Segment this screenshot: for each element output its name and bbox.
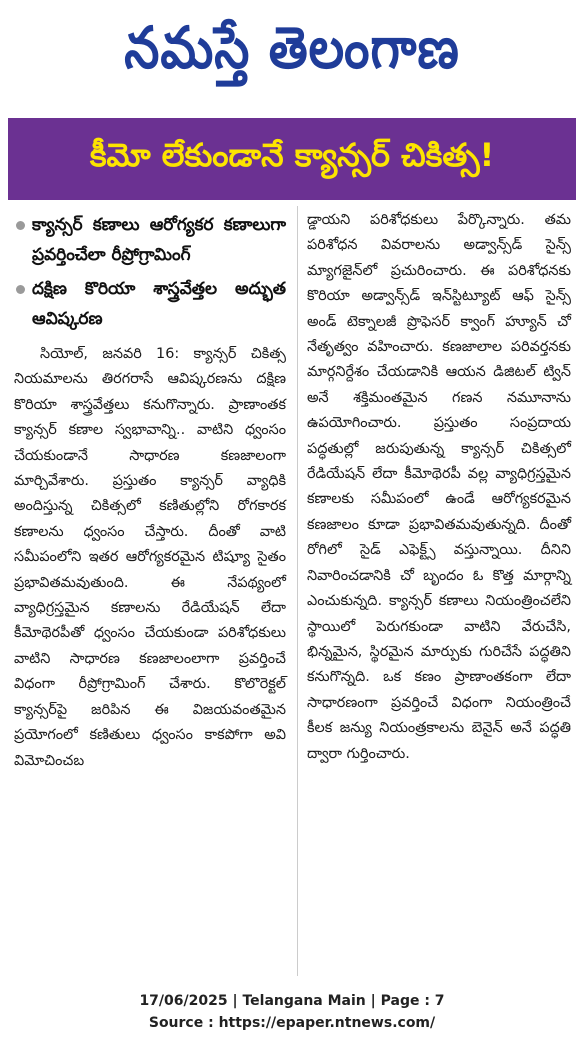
headline-banner <box>8 118 576 200</box>
highlight-text: దక్షిణ కొరియా శాస్త్రవేత్తల అద్భుత ఆవిష్కరణ <box>32 279 286 329</box>
highlight-text: క్యాన్సర్ కణాలు ఆరోగ్యకర కణాలుగా ప్రవర్తించేలా రీప్రోగ్రామింగ్ <box>32 215 286 265</box>
footer-source-link: Source : https://epaper.ntnews.com/ <box>148 1015 436 1031</box>
article-paragraph-left: సియోల్, జనవరి 16: క్యాన్సర్ చికిత్స నియమాలను తిరగరాసే ఆవిష్కరణను దక్షిణ కొరియా శాస్త్రవేత్తలు కనుగొన్నారు. ప్రాణాంతక క్యాన్సర్ కణాల స్వభావాన్ని.. వాటిని ధ్వంసం చేయకుండానే సాధారణ కణజాలంగా మార్చివేశారు. ప్రస్తుతం క్యాన్సర్ వ్యాధికి అందిస్తున్న చికిత్సలో కణితుల్లోని రోగకారక కణాలను ధ్వంసం చేస్తారు. దీంతో వాటి సమీపంలోని ఇతర ఆరోగ్యకరమైన టిష్యూ సైతం ప్రభావితమవుతుంది. ఈ నేపథ్యంలో వ్యాధిగ్రస్తమైన కణాలను రేడియేషన్ లేదా కీమోథెరపీతో ధ్వంసం చేయకుండా పరిశోధకులు వాటిని సాధారణ కణజాలంలాగా ప్రవర్తించే విధంగా రీప్రోగ్రామింగ్ చేశారు. కొలొరెక్టల్ క్యాన్సర్‌పై జరిపిన ఈ విజయవంతమైన ప్రయోగంలో కణితులు ధ్వంసం కాకపోగా అవి విమోచించబ <box>14 346 286 769</box>
bullet-icon <box>16 285 25 294</box>
page-footer <box>0 990 584 1034</box>
headline-title: కీమో లేకుండానే క్యాన్సర్ చికిత్స! <box>89 136 495 174</box>
masthead <box>0 0 584 110</box>
newspaper-logo-title: నమస్తే తెలంగాణ <box>124 14 460 81</box>
highlight-item <box>14 274 286 334</box>
bullet-icon <box>16 221 25 230</box>
column-divider <box>297 206 298 976</box>
footer-date-edition: 17/06/2025 | Telangana Main | Page : 7 <box>139 993 445 1009</box>
article-column-left <box>14 210 286 774</box>
article-paragraph-right: డ్డాయని పరిశోధకులు పేర్కొన్నారు. తమ పరిశోధన వివరాలను అడ్వాన్స్‌డ్ సైన్స్ మ్యాగజైన్‌లో ప్రచురించారు. ఈ పరిశోధనకు కొరియా అడ్వాన్స్‌డ్ ఇన్‌స్టిట్యూట్ ఆఫ్ సైన్స్ అండ్ టెక్నాలజీ ప్రొఫెసర్ క్వాంగ్ హ్యూన్ చో నేతృత్వం వహించారు. కణజాలాల పరివర్తనకు మార్గనిర్దేశం చేయడానికి ఆయన డిజిటల్ ట్విన్ అనే శక్తిమంతమైన గణన నమూనాను ఉపయోగించారు. ప్రస్తుతం సంప్రదాయ పద్ధతుల్లో జరుపుతున్న క్యాన్సర్ చికిత్సలో రేడియేషన్ లేదా కీమోథెరపీ వల్ల వ్యాధిగ్రస్తమైన కణాలకు సమీపంలో ఉండే ఆరోగ్యకరమైన కణజాలం కూడా ప్రభావితమవుతున్నది. దీంతో రోగిలో సైడ్ ఎఫెక్ట్స్ వస్తున్నాయి. దీనిని నివారించడానికి చో బృందం ఓ కొత్త మార్గాన్ని ఎంచుకున్నది. క్యాన్సర్ కణాలు నియంత్రించలేని స్థాయిలో పెరుగకుండా వాటిని వేరుచేసి, భిన్నమైన, స్థిరమైన మార్పుకు గురిచేసే పద్ధతిని కనుగొన్నది. ఒక కణం ప్రాణాంతకంగా లేదా సాధారణంగా ప్రవర్తించే విధంగా నియంత్రించే కీలక జన్యు నియంత్రకాలను బెనైన్ అనే పద్ధతి ద్వారా గుర్తించారు. <box>307 212 571 762</box>
article-column-right <box>307 208 571 767</box>
highlight-item <box>14 210 286 270</box>
